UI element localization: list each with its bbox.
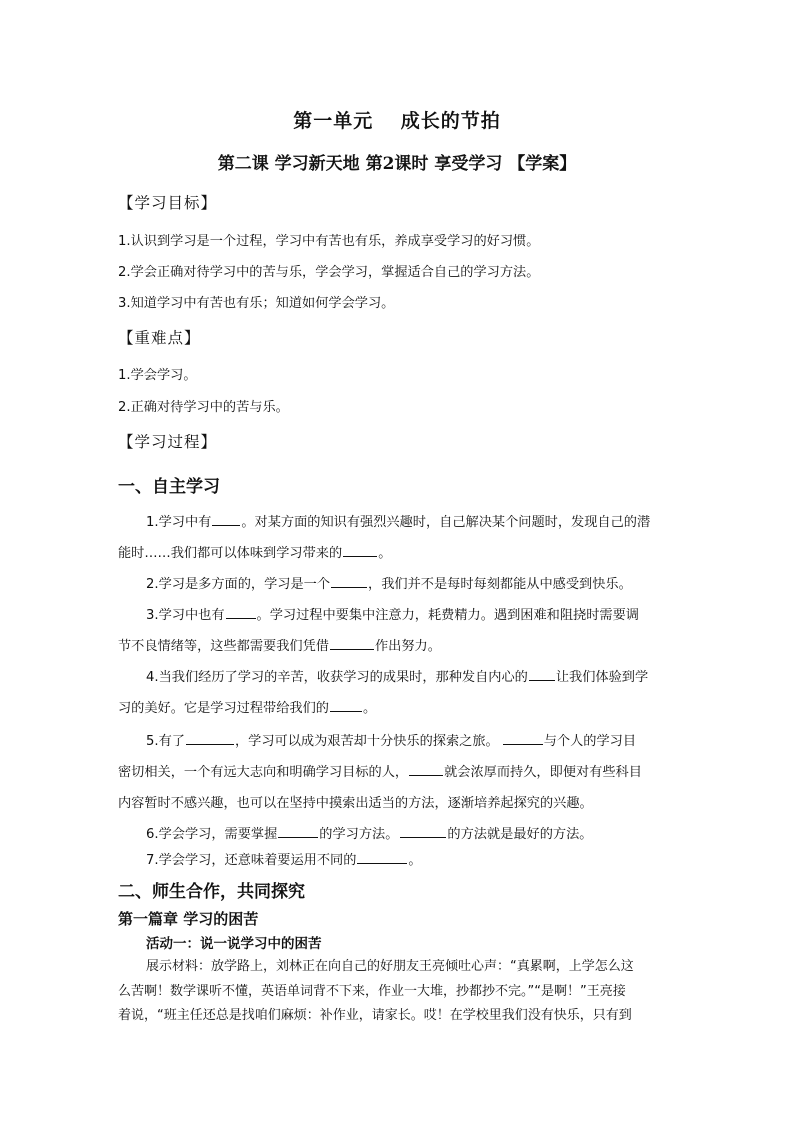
question-4-line1: 4.当我们经历了学习的辛苦，收获学习的成果时，那种发自内心的 让我们体验到学 <box>146 666 648 685</box>
key-points-heading: 【重难点】 <box>118 329 201 347</box>
question-3-line1: 3.学习中也有 。学习过程中要集中注意力，耗费精力。遇到困难和阻挠时需要调 <box>146 604 639 623</box>
question-1-line2: 能时……我们都可以体味到学习带来的 。 <box>118 542 391 561</box>
question-3-line2: 节不良情绪等，这些都需要我们凭借 作出努力。 <box>118 635 441 654</box>
chapter-heading: 第一篇章 学习的困苦 <box>118 910 259 928</box>
section1-heading: 一、自主学习 <box>118 477 220 497</box>
objective-item: 2.学会正确对待学习中的苦与乐，学会学习，掌握适合自己的学习方法。 <box>118 265 540 280</box>
question-1-line1: 1.学习中有 。对某方面的知识有强烈兴趣时，自己解决某个问题时，发现自己的潜 <box>146 511 650 530</box>
question-5-line2: 密切相关，一个有远大志向和明确学习目标的人， 就会浓厚而持久，即便对有些科目 <box>118 761 642 780</box>
material-line: 展示材料：放学路上，刘林正在向自己的好朋友王亮倾吐心声：“真累啊，上学怎么这 <box>146 959 634 974</box>
question-7: 7.学会学习，还意味着要运用不同的 。 <box>146 849 422 868</box>
fill-blank[interactable] <box>343 542 377 557</box>
fill-blank[interactable] <box>226 604 256 619</box>
fill-blank[interactable] <box>278 823 318 838</box>
question-2: 2.学习是多方面的，学习是一个 ，我们并不是每时每刻都能从中感受到快乐。 <box>146 573 632 592</box>
process-heading: 【学习过程】 <box>118 433 218 451</box>
fill-blank[interactable] <box>330 697 362 712</box>
lesson-title: 第二课 学习新天地 第2课时 享受学习 【学案】 <box>217 154 577 174</box>
activity-heading: 活动一：说一说学习中的困苦 <box>146 936 322 952</box>
material-line: 着说，“班主任还总是找咱们麻烦：补作业，请家长。哎！在学校里我们没有快乐，只有到 <box>118 1008 632 1023</box>
objective-item: 3.知道学习中有苦也有乐；知道如何学会学习。 <box>118 296 395 311</box>
question-4-line2: 习的美好。它是学习过程带给我们的 。 <box>118 697 376 716</box>
objectives-heading: 【学习目标】 <box>118 194 218 212</box>
question-5-line3: 内容暂时不感兴趣，也可以在坚持中摸索出适当的方法，逐渐培养起探究的兴趣。 <box>118 796 593 811</box>
fill-blank[interactable] <box>529 666 555 681</box>
section2-heading: 二、师生合作，共同探究 <box>118 882 305 902</box>
question-5-line1: 5.有了 ，学习可以成为艰苦却十分快乐的探索之旅。 与个人的学习目 <box>146 730 636 749</box>
fill-blank[interactable] <box>330 635 374 650</box>
fill-blank[interactable] <box>212 511 240 526</box>
fill-blank[interactable] <box>357 849 407 864</box>
key-point-item: 1.学会学习。 <box>118 368 197 383</box>
key-point-item: 2.正确对待学习中的苦与乐。 <box>118 400 289 415</box>
material-line: 么苦啊！数学课听不懂，英语单词背不下来，作业一大堆，抄都抄不完。”“是啊！”王亮接 <box>118 984 626 999</box>
fill-blank[interactable] <box>409 761 443 776</box>
fill-blank[interactable] <box>503 730 543 745</box>
fill-blank[interactable] <box>400 823 446 838</box>
question-6: 6.学会学习，需要掌握 的学习方法。 的方法就是最好的方法。 <box>146 823 592 842</box>
fill-blank[interactable] <box>331 573 367 588</box>
unit-title: 第一单元 成长的节拍 <box>293 110 501 132</box>
fill-blank[interactable] <box>186 730 234 745</box>
objective-item: 1.认识到学习是一个过程，学习中有苦也有乐，养成享受学习的好习惯。 <box>118 234 540 249</box>
